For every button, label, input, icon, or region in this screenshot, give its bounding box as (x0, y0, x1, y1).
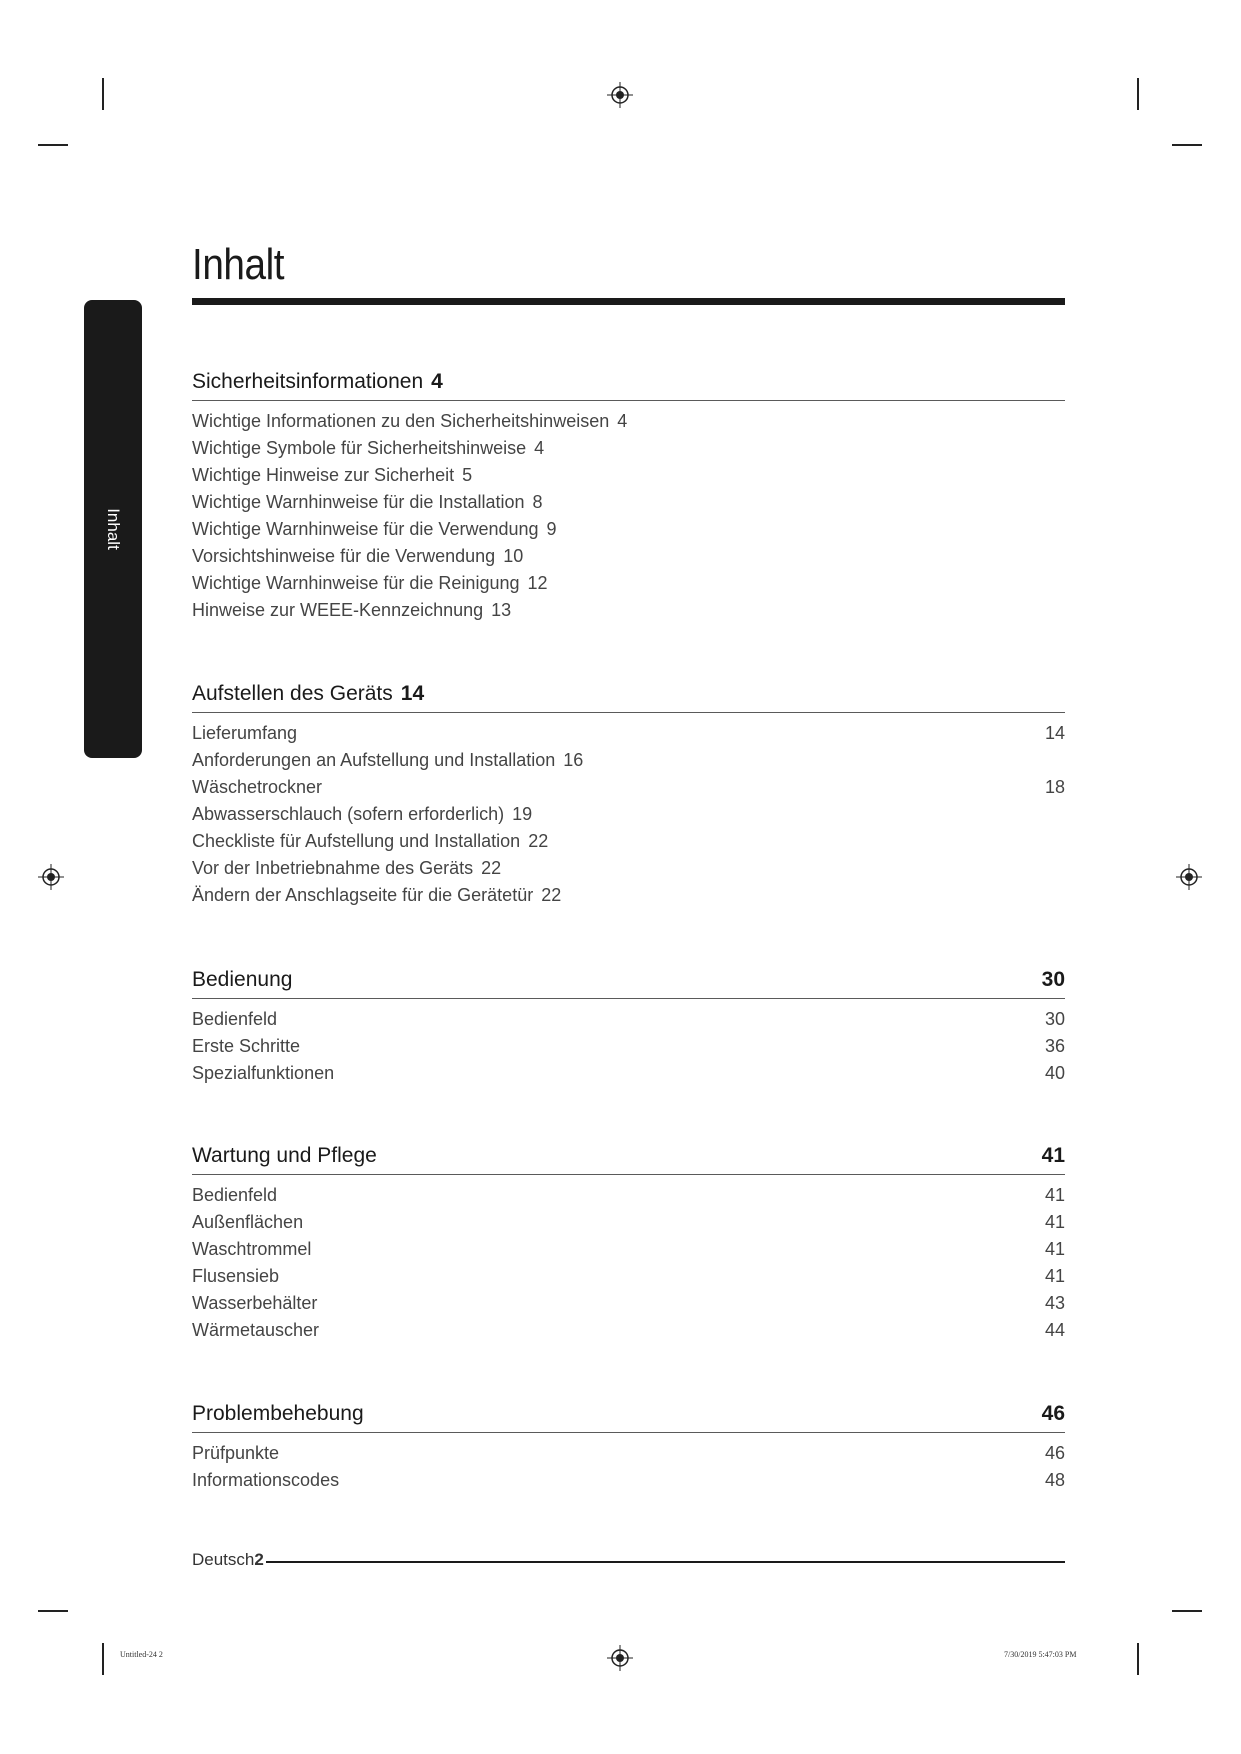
entry-text: Ändern der Anschlagseite für die Gerätetür (192, 885, 534, 905)
entry-page: 19 (512, 804, 533, 824)
entry-text: Anforderungen an Aufstellung und Installation (192, 750, 556, 770)
section-title: Sicherheitsinformationen (192, 370, 424, 393)
entry-page: 22 (481, 858, 502, 878)
registration-mark-icon (607, 82, 633, 108)
toc-section-operation (192, 968, 1065, 1086)
entry-page: 10 (503, 546, 524, 566)
entry-text: Lieferumfang (192, 723, 298, 743)
registration-mark-icon (38, 864, 64, 890)
crop-mark (1137, 78, 1139, 110)
entry-text: Außenflächen (192, 1212, 304, 1232)
section-title: Wartung und Pflege (192, 1144, 377, 1167)
toc-section-troubleshooting (192, 1402, 1065, 1493)
section-title: Problembehebung (192, 1402, 364, 1425)
entry-text: Erste Schritte (192, 1036, 301, 1056)
entry-page: 44 (1044, 1320, 1065, 1340)
entry-text: Bedienfeld (192, 1185, 278, 1205)
section-heading[interactable] (192, 1144, 1065, 1175)
footer-page-number: 2 (254, 1550, 264, 1569)
entry-page: 16 (563, 750, 584, 770)
crop-mark (38, 144, 68, 146)
entry-page: 30 (1044, 1009, 1065, 1029)
entry-page: 12 (527, 573, 548, 593)
entry-text: Vor der Inbetriebnahme des Geräts (192, 858, 474, 878)
toc-entry[interactable] (192, 719, 1065, 746)
entry-text: Hinweise zur WEEE-Kennzeichnung (192, 600, 484, 620)
entry-page: 22 (541, 885, 562, 905)
toc-entry[interactable] (192, 488, 1065, 515)
entry-page: 41 (1044, 1266, 1065, 1286)
entry-page: 5 (462, 465, 473, 485)
entry-text: Wichtige Informationen zu den Sicherheitshinweisen (192, 411, 610, 431)
toc-entry[interactable] (192, 461, 1065, 488)
section-page: 41 (1041, 1144, 1065, 1167)
toc-entry[interactable] (192, 854, 1065, 881)
crop-mark (102, 1643, 104, 1675)
entry-text: Wichtige Symbole für Sicherheitshinweise (192, 438, 527, 458)
section-title: Aufstellen des Geräts (192, 682, 393, 705)
entry-page: 41 (1044, 1185, 1065, 1205)
toc-section-maintenance (192, 1144, 1065, 1343)
entry-text: Checkliste für Aufstellung und Installation (192, 831, 521, 851)
toc-entry[interactable] (192, 773, 1065, 800)
entry-text: Spezialfunktionen (192, 1063, 335, 1083)
entry-text: Abwasserschlauch (sofern erforderlich) (192, 804, 505, 824)
entry-page: 13 (491, 600, 512, 620)
footer-rule (266, 1561, 1065, 1563)
toc-entry[interactable] (192, 1005, 1065, 1032)
section-heading[interactable] (192, 1402, 1065, 1433)
toc-entry[interactable] (192, 1466, 1065, 1493)
crop-mark (1172, 144, 1202, 146)
toc-entry[interactable] (192, 542, 1065, 569)
toc-entry[interactable] (192, 434, 1065, 461)
toc-entry[interactable] (192, 1235, 1065, 1262)
section-page: 30 (1041, 968, 1065, 991)
entry-text: Wasserbehälter (192, 1293, 318, 1313)
registration-mark-icon (607, 1645, 633, 1671)
entry-page: 36 (1044, 1036, 1065, 1056)
entry-page: 43 (1044, 1293, 1065, 1313)
toc-entry[interactable] (192, 1316, 1065, 1343)
crop-mark (102, 78, 104, 110)
print-slug-file: Untitled-24 2 (120, 1650, 163, 1659)
entry-text: Vorsichtshinweise für die Verwendung (192, 546, 496, 566)
toc-entry[interactable] (192, 1059, 1065, 1086)
title-rule (192, 298, 1065, 305)
entry-page: 41 (1044, 1239, 1065, 1259)
entry-page: 18 (1044, 777, 1065, 797)
toc-section-safety (192, 370, 1065, 623)
entry-text: Wichtige Warnhinweise für die Installation (192, 492, 525, 512)
entry-text: Informationscodes (192, 1470, 340, 1490)
entry-page: 22 (528, 831, 549, 851)
entry-text: Prüfpunkte (192, 1443, 280, 1463)
toc-entry[interactable] (192, 1262, 1065, 1289)
print-slug-timestamp: 7/30/2019 5:47:03 PM (1004, 1650, 1077, 1659)
toc-entry[interactable] (192, 1439, 1065, 1466)
toc-entry[interactable] (192, 515, 1065, 542)
section-title: Bedienung (192, 968, 293, 991)
section-heading[interactable] (192, 370, 1065, 401)
toc-entry[interactable] (192, 881, 1065, 908)
crop-mark (1137, 1643, 1139, 1675)
footer-language: Deutsch (192, 1550, 255, 1569)
toc-entry[interactable] (192, 407, 1065, 434)
entry-page: 48 (1044, 1470, 1065, 1490)
page-title: Inhalt (192, 240, 285, 289)
toc-entry[interactable] (192, 596, 1065, 623)
entry-text: Wichtige Hinweise zur Sicherheit (192, 465, 455, 485)
section-page: 46 (1041, 1402, 1065, 1425)
side-tab (84, 300, 142, 758)
entry-text: Wichtige Warnhinweise für die Reinigung (192, 573, 520, 593)
section-heading[interactable] (192, 682, 1065, 713)
toc-entry[interactable] (192, 1208, 1065, 1235)
entry-page: 41 (1044, 1212, 1065, 1232)
toc-entry[interactable] (192, 1032, 1065, 1059)
registration-mark-icon (1176, 864, 1202, 890)
crop-mark (1172, 1610, 1202, 1612)
section-heading[interactable] (192, 968, 1065, 999)
entry-page: 4 (534, 438, 545, 458)
entry-text: Wäschetrockner (192, 777, 323, 797)
crop-mark (38, 1610, 68, 1612)
entry-page: 40 (1044, 1063, 1065, 1083)
entry-text: Bedienfeld (192, 1009, 278, 1029)
section-page: 4 (431, 370, 443, 393)
entry-page: 8 (532, 492, 543, 512)
toc-entry[interactable] (192, 746, 1065, 773)
entry-page: 9 (546, 519, 557, 539)
toc-entry[interactable] (192, 1181, 1065, 1208)
section-page: 14 (400, 682, 425, 705)
toc-entry[interactable] (192, 1289, 1065, 1316)
entry-page: 4 (617, 411, 628, 431)
entry-page: 14 (1044, 723, 1065, 743)
toc-entry[interactable] (192, 569, 1065, 596)
toc-entry[interactable] (192, 827, 1065, 854)
toc-section-installation (192, 682, 1065, 908)
entry-text: Wichtige Warnhinweise für die Verwendung (192, 519, 539, 539)
toc-entry[interactable] (192, 800, 1065, 827)
entry-text: Flusensieb (192, 1266, 280, 1286)
side-tab-label: Inhalt (104, 508, 123, 550)
page-footer (192, 1548, 1065, 1572)
entry-text: Waschtrommel (192, 1239, 312, 1259)
entry-page: 46 (1044, 1443, 1065, 1463)
footer-label (192, 1550, 264, 1570)
entry-text: Wärmetauscher (192, 1320, 320, 1340)
